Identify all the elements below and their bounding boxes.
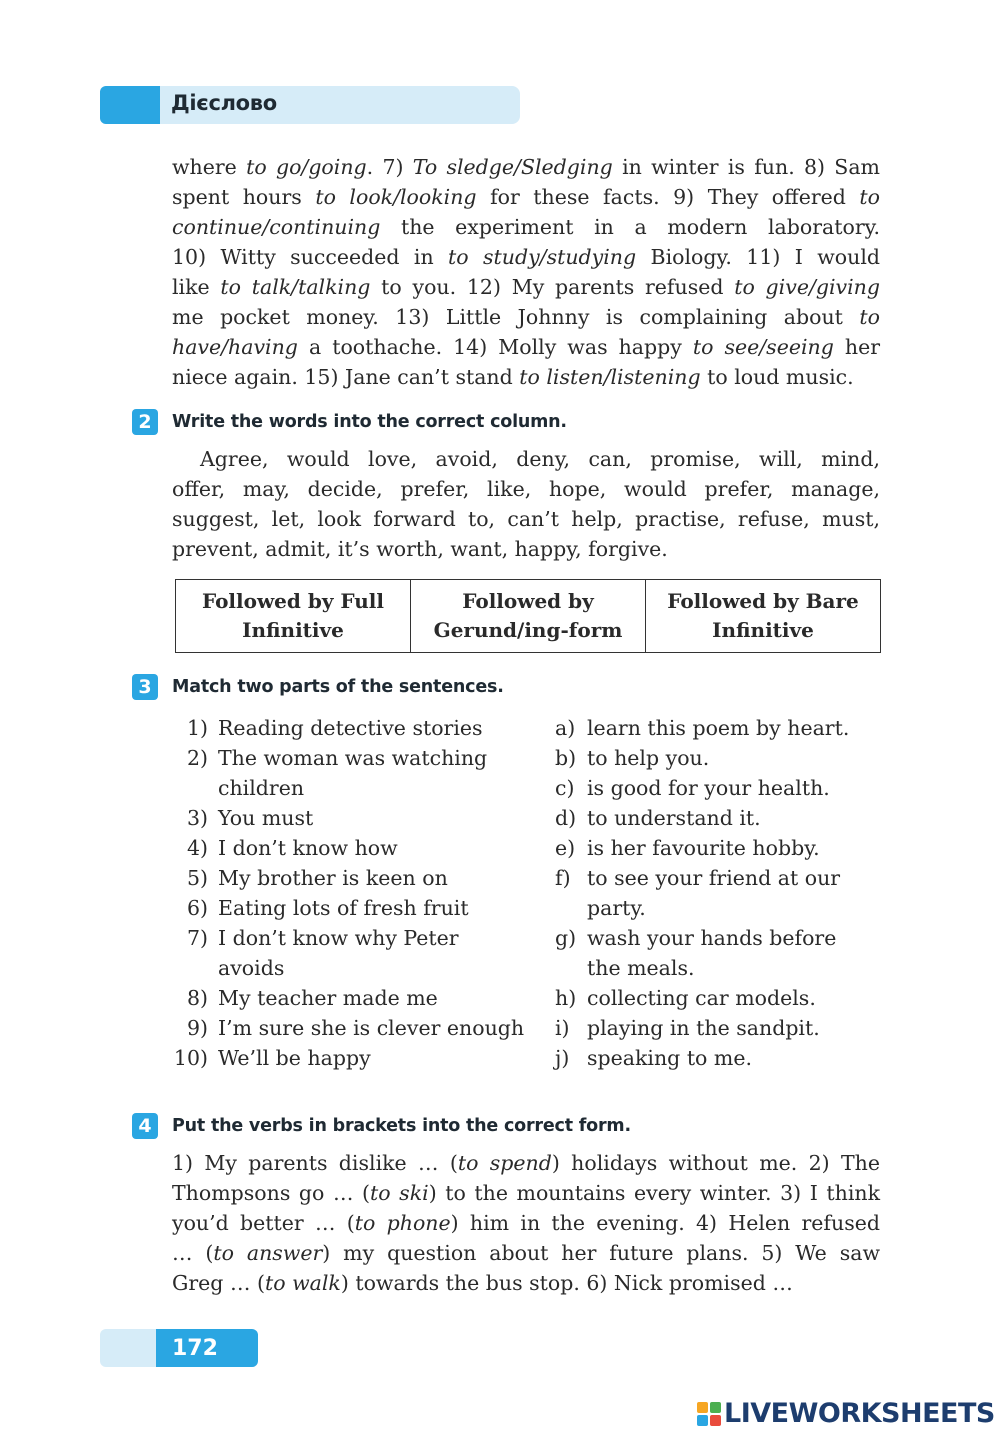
- text-fragment: to you. 12) My parents refused: [370, 275, 735, 299]
- match-item: [172, 983, 524, 1013]
- match-item-text: avoids: [218, 956, 285, 980]
- italic-fragment: continue/continuing: [172, 215, 381, 239]
- column-header-line: Infinitive: [242, 618, 344, 642]
- match-item: [172, 713, 524, 743]
- text-fragment: where: [172, 155, 247, 179]
- match-left-column: [172, 713, 524, 1073]
- text-line: [172, 1268, 880, 1298]
- italic-fragment: to ski: [370, 1181, 429, 1205]
- match-item-number: 9): [186, 1016, 208, 1040]
- match-item-number: 8): [186, 986, 208, 1010]
- italic-fragment: to see/seeing: [692, 335, 834, 359]
- text-fragment: niece again. 15) Jane can’t stand: [172, 365, 520, 389]
- match-item-text: to understand it.: [587, 806, 761, 830]
- match-item-text: children: [218, 776, 305, 800]
- match-item-text: I don’t know how: [218, 836, 398, 860]
- column-table: [175, 579, 881, 653]
- word-list-line: suggest, let, look forward to, can’t help, practise, refuse, must,: [172, 507, 880, 531]
- logo-square: [710, 1402, 721, 1413]
- column-gerund[interactable]: [411, 580, 646, 653]
- italic-fragment: to spend: [457, 1151, 552, 1175]
- match-item: [172, 1043, 524, 1073]
- text-fragment: … (: [172, 1241, 214, 1265]
- text-line: [172, 1208, 880, 1238]
- match-item: [555, 803, 849, 833]
- italic-fragment: To sledge/Sledging: [412, 155, 613, 179]
- italic-fragment: to go/going: [246, 155, 367, 179]
- match-item-text: I’m sure she is clever enough: [218, 1016, 525, 1040]
- match-item: [555, 833, 849, 863]
- italic-fragment: to walk: [264, 1271, 341, 1295]
- italic-fragment: to study/studying: [448, 245, 637, 269]
- text-line: [172, 1238, 880, 1268]
- match-item: [555, 893, 849, 923]
- italic-fragment: have/having: [172, 335, 298, 359]
- exercise-4-text: [172, 1148, 880, 1298]
- exercise-2-number: 2: [132, 409, 158, 435]
- match-item-number: 2): [186, 746, 208, 770]
- text-line: [172, 302, 880, 332]
- column-bare-infinitive[interactable]: [646, 580, 881, 653]
- match-item-number: j): [555, 1046, 570, 1070]
- match-item: [172, 833, 524, 863]
- watermark-text: LIVEWORKSHEETS: [724, 1398, 995, 1429]
- page-number-accent: [100, 1329, 156, 1367]
- text-line: [172, 332, 880, 362]
- text-fragment: Thompsons go … (: [172, 1181, 371, 1205]
- italic-fragment: to phone: [354, 1211, 451, 1235]
- liveworksheets-watermark: [697, 1398, 995, 1429]
- match-item: [555, 1043, 849, 1073]
- text-line: [172, 272, 880, 302]
- liveworksheets-logo-icon: [697, 1402, 721, 1426]
- text-fragment: ) to the mountains every winter. 3) I think: [428, 1181, 880, 1205]
- exercise-1-continuation: [172, 152, 880, 392]
- match-item: [555, 983, 849, 1013]
- match-item-number: [172, 773, 208, 803]
- text-fragment: ) towards the bus stop. 6) Nick promised …: [340, 1271, 793, 1295]
- match-item-number: 5): [186, 866, 208, 890]
- match-right-column: [555, 713, 849, 1073]
- match-item-number: [555, 893, 577, 923]
- column-header-line: Followed by Bare: [667, 589, 859, 613]
- text-fragment: 10) Witty succeeded in: [172, 245, 449, 269]
- match-item: [172, 953, 524, 983]
- match-item-text: learn this poem by heart.: [587, 716, 850, 740]
- exercise-4-title: Put the verbs in brackets into the correct form.: [172, 1116, 631, 1136]
- text-fragment: Greg … (: [172, 1271, 265, 1295]
- match-item-text: wash your hands before: [587, 926, 837, 950]
- match-item: [555, 1013, 849, 1043]
- match-item-number: e): [555, 836, 576, 860]
- italic-fragment: to answer: [213, 1241, 323, 1265]
- match-item-text: My brother is keen on: [218, 866, 448, 890]
- text-fragment: spent hours: [172, 185, 316, 209]
- match-item-text: The woman was watching: [218, 746, 488, 770]
- text-fragment: in winter is fun. 8) Sam: [612, 155, 880, 179]
- match-item-text: Eating lots of fresh fruit: [218, 896, 469, 920]
- text-fragment: to loud music.: [700, 365, 854, 389]
- text-fragment: a toothache. 14) Molly was happy: [297, 335, 693, 359]
- text-fragment: like: [172, 275, 221, 299]
- match-item-number: i): [555, 1016, 570, 1040]
- text-line: [172, 1178, 880, 1208]
- header-accent-block: [100, 86, 160, 124]
- column-header-line: Followed by: [462, 589, 594, 613]
- text-line: [172, 362, 880, 392]
- exercise-3-title: Match two parts of the sentences.: [172, 677, 504, 697]
- match-item: [555, 953, 849, 983]
- text-line: [172, 152, 880, 182]
- match-item-text: party.: [587, 896, 646, 920]
- text-fragment: ) holidays without me. 2) The: [551, 1151, 881, 1175]
- column-header-line: Gerund/ing-form: [433, 618, 623, 642]
- match-item-text: to see your friend at our: [587, 866, 841, 890]
- text-fragment: ) him in the evening. 4) Helen refused: [450, 1211, 880, 1235]
- match-item-number: d): [555, 806, 577, 830]
- text-fragment: me pocket money. 13) Little Johnny is complaining about: [172, 305, 860, 329]
- match-item-number: [555, 953, 577, 983]
- text-fragment: her: [833, 335, 881, 359]
- match-item-number: f): [555, 866, 571, 890]
- match-item-text: You must: [218, 806, 314, 830]
- match-item-number: h): [555, 986, 577, 1010]
- text-line: [172, 212, 880, 242]
- word-list-line: Agree, would love, avoid, deny, can, promise, will, mind,: [200, 447, 880, 471]
- match-item-text: I don’t know why Peter: [218, 926, 459, 950]
- page-title: Дієслово: [171, 91, 277, 115]
- italic-fragment: to talk/talking: [220, 275, 371, 299]
- match-item-text: playing in the sandpit.: [587, 1016, 820, 1040]
- match-item-text: We’ll be happy: [218, 1046, 371, 1070]
- italic-fragment: to: [859, 305, 880, 329]
- match-item-number: 6): [186, 896, 208, 920]
- text-line: [172, 242, 880, 272]
- match-item-number: 10): [173, 1046, 208, 1070]
- match-item-number: b): [555, 746, 577, 770]
- text-fragment: . 7): [366, 155, 413, 179]
- text-fragment: you’d better … (: [172, 1211, 355, 1235]
- logo-square: [710, 1415, 721, 1426]
- match-item: [172, 803, 524, 833]
- italic-fragment: to give/giving: [734, 275, 880, 299]
- match-item-number: g): [555, 926, 577, 950]
- match-item-text: speaking to me.: [587, 1046, 753, 1070]
- text-line: [172, 182, 880, 212]
- match-item: [172, 893, 524, 923]
- match-item-number: 3): [186, 806, 208, 830]
- exercise-2-heading: [132, 409, 567, 435]
- text-fragment: ) my question about her future plans. 5) We saw: [322, 1241, 880, 1265]
- word-list-line: prevent, admit, it’s worth, want, happy, forgive.: [172, 537, 668, 561]
- text-fragment: Biology. 11) I would: [636, 245, 880, 269]
- match-item: [172, 743, 524, 773]
- match-item-text: Reading detective stories: [218, 716, 483, 740]
- match-item-number: 1): [186, 716, 208, 740]
- match-item: [555, 923, 849, 953]
- match-item-text: My teacher made me: [218, 986, 438, 1010]
- match-item-text: the meals.: [587, 956, 695, 980]
- match-item-text: to help you.: [587, 746, 710, 770]
- text-fragment: 1) My parents dislike … (: [172, 1151, 458, 1175]
- italic-fragment: to look/looking: [315, 185, 477, 209]
- match-item-text: is her favourite hobby.: [587, 836, 820, 860]
- match-item: [555, 743, 849, 773]
- text-fragment: the experiment in a modern laboratory.: [380, 215, 880, 239]
- column-full-infinitive[interactable]: [176, 580, 411, 653]
- logo-square: [697, 1415, 708, 1426]
- exercise-4-heading: [132, 1113, 631, 1139]
- exercise-4-number: 4: [132, 1113, 158, 1139]
- match-item: [555, 773, 849, 803]
- text-line: [172, 1148, 880, 1178]
- match-item-number: c): [555, 776, 575, 800]
- exercise-2-word-list: [172, 444, 880, 564]
- column-header-line: Followed by Full: [201, 589, 385, 613]
- italic-fragment: to: [859, 185, 880, 209]
- match-item: [555, 713, 849, 743]
- match-item-text: is good for your health.: [587, 776, 830, 800]
- word-list-line: offer, may, decide, prefer, like, hope, would prefer, manage,: [172, 477, 880, 501]
- match-item-text: collecting car models.: [587, 986, 816, 1010]
- match-item: [172, 773, 524, 803]
- text-fragment: for these facts. 9) They offered: [476, 185, 860, 209]
- match-item: [172, 863, 524, 893]
- exercise-3-heading: [132, 674, 504, 700]
- match-item-number: [172, 953, 208, 983]
- match-item-number: 7): [186, 926, 208, 950]
- match-item: [172, 1013, 524, 1043]
- match-item: [172, 923, 524, 953]
- page-number: 172: [156, 1329, 258, 1367]
- italic-fragment: to listen/listening: [519, 365, 701, 389]
- match-item-number: a): [555, 716, 576, 740]
- match-item: [555, 863, 849, 893]
- exercise-3-number: 3: [132, 674, 158, 700]
- column-header-line: Infinitive: [712, 618, 814, 642]
- match-item-number: 4): [186, 836, 208, 860]
- exercise-2-title: Write the words into the correct column.: [172, 412, 567, 432]
- logo-square: [697, 1402, 708, 1413]
